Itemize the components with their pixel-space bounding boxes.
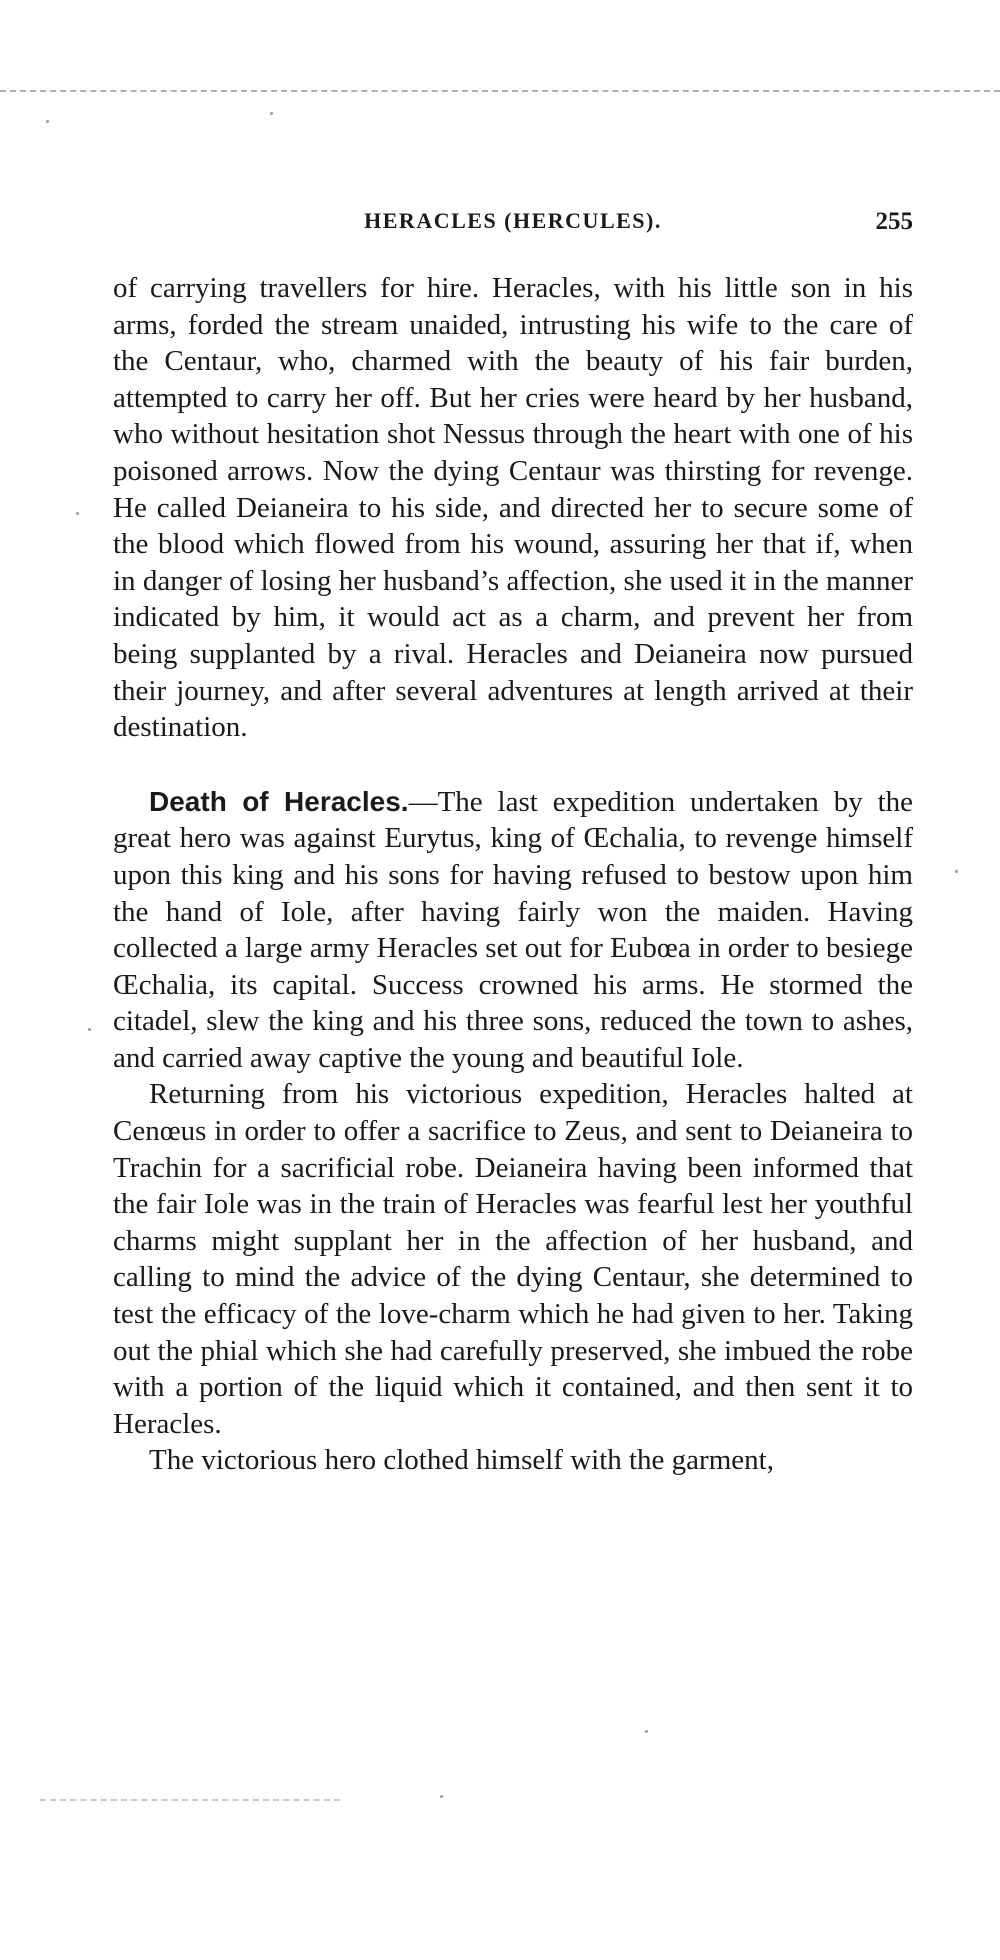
paragraph-text: —The last expedition undertaken by the great hero was against Eurytus, king of Œchalia, to revenge himself upon this king and his sons for having refused to bestow upon him the hand of Iole, after having fairly won the maiden. Having collected a large army Heracles set out for Eubœa in order to besiege Œchalia, its capital. Success crowned his arms. He stormed the citadel, slew the king and his three sons, reduced the town to ashes, and carried away captive the young and beautiful Iole.: [113, 785, 913, 1074]
running-head: [113, 208, 913, 248]
paragraph-text: The victorious hero clothed himself with the garment,: [149, 1444, 774, 1477]
paragraph-text: Returning from his victorious expedition, Heracles halted at Cenœus in order to offer a sacrifice to Zeus, and sent to Deianeira to Trachin for a sacrificial robe. Deianeira having been informed that the fair Iole was in the train of Heracles was fearful lest her youthful charms might supplant her in the affection of her husband, and calling to mind the advice of the dying Centaur, she determined to test the efficacy of the love-charm which he had given to her. Taking out the phial which she had carefully preserved, she imbued the robe with a portion of the liquid which it contained, and then sent it to Heracles.: [113, 1078, 913, 1440]
paragraph-death-of-heracles: [113, 784, 913, 1077]
page-number: 255: [875, 208, 913, 235]
paragraph-continuation: [113, 270, 913, 746]
scan-speck: [88, 1028, 91, 1031]
paragraph-garment: [113, 1442, 913, 1479]
scan-artifact-bottom-rule: [40, 1799, 340, 1801]
scan-speck: [645, 1730, 648, 1733]
paragraph-text: of carrying travellers for hire. Heracles, with his little son in his arms, forded the stream unaided, intrusting his wife to the care of the Centaur, who, charmed with the beauty of his fair burden, attempted to carry her off. But her cries were heard by her husband, who without hesitation shot Nessus through the heart with one of his poisoned arrows. Now the dying Centaur was thirsting for revenge. He called Deianeira to his side, and directed her to secure some of the blood which flowed from his wound, assuring her that if, when in danger of losing her husband’s affection, she used it in the manner indicated by him, it would act as a charm, and prevent her from being supplanted by a rival. Heracles and Deianeira now pursued their journey, and after several adventures at length arrived at their destination.: [113, 272, 913, 744]
book-page: [113, 208, 913, 1479]
running-head-title: HERACLES (HERCULES).: [364, 208, 662, 233]
paragraph-returning: [113, 1076, 913, 1442]
body-text: [113, 270, 913, 1479]
scan-speck: [955, 870, 958, 873]
scan-speck: [440, 1795, 443, 1798]
scan-artifact-top-rule: [0, 90, 1000, 92]
scan-speck: [46, 120, 49, 123]
scan-speck: [76, 512, 79, 515]
scan-speck: [270, 112, 273, 115]
section-heading: Death of Heracles.: [149, 785, 409, 817]
